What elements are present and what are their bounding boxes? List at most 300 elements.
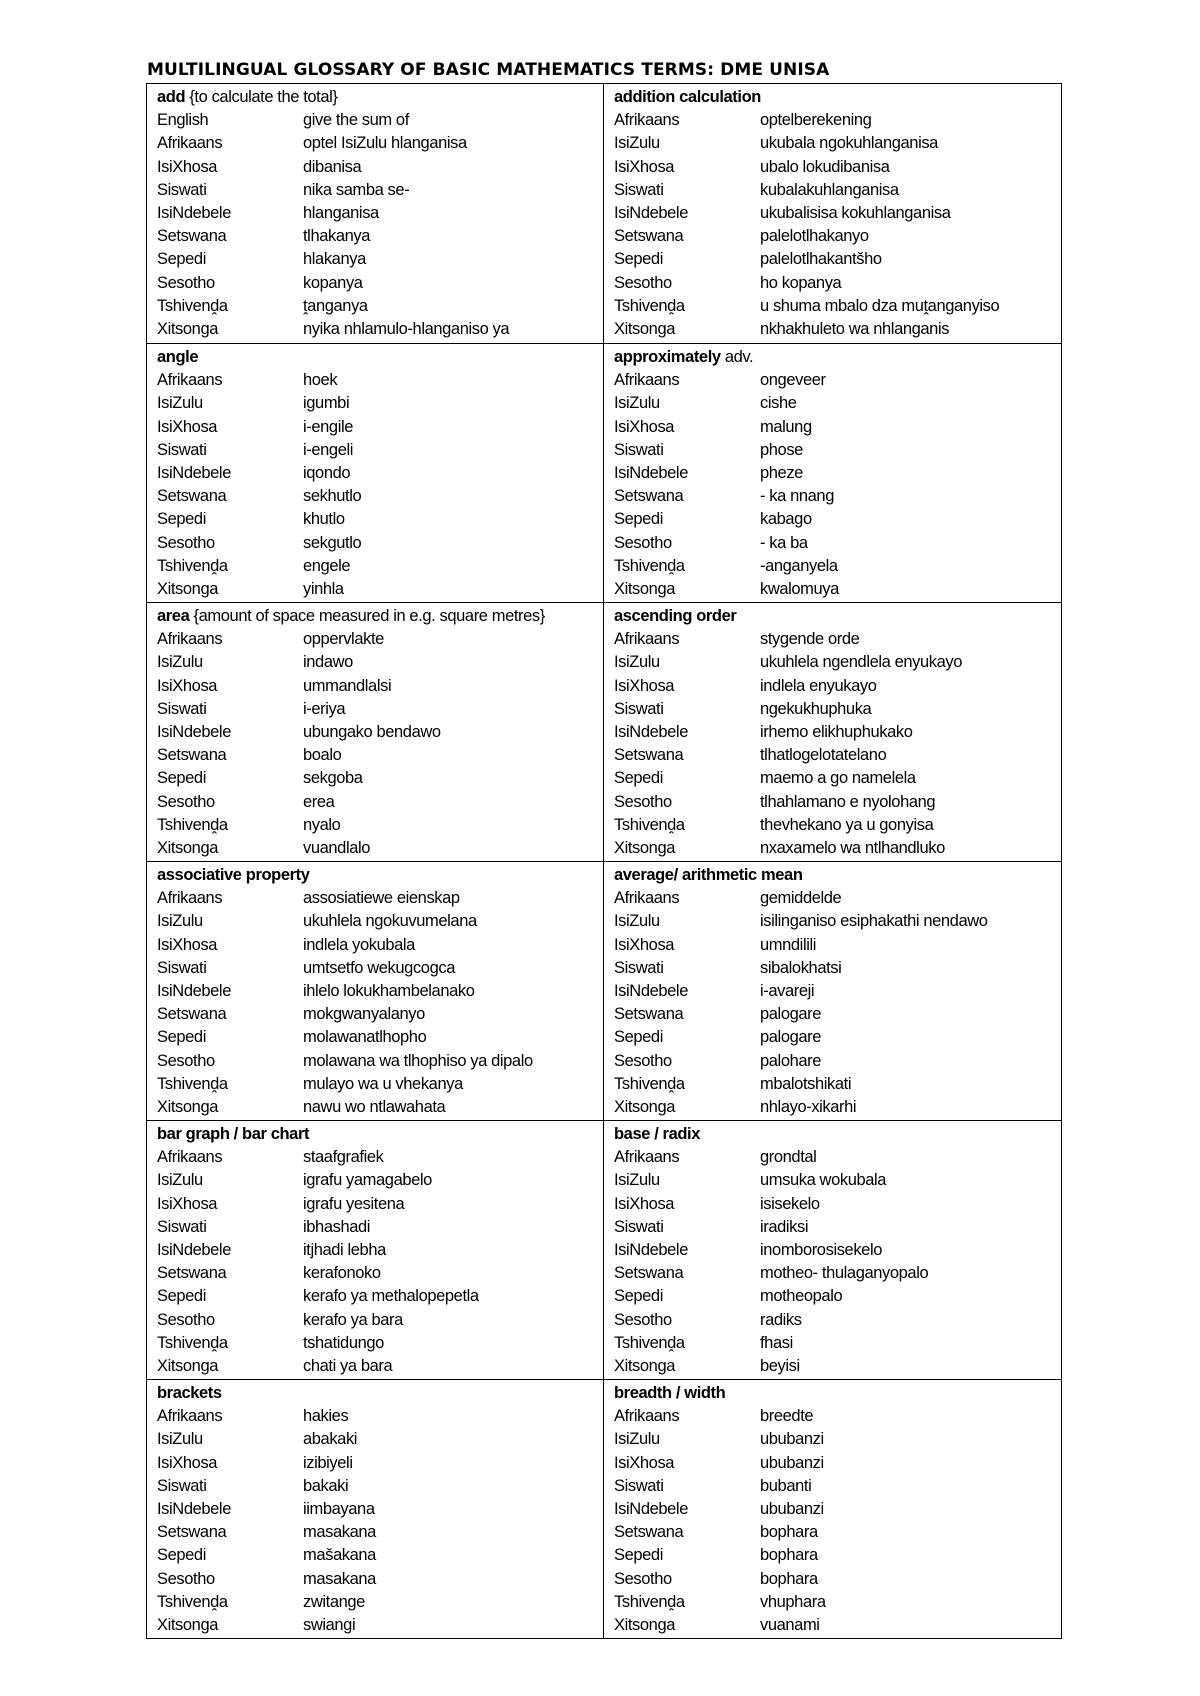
translation-line [157, 1146, 603, 1169]
language-name: IsiXhosa [157, 676, 218, 695]
translation-line [614, 1003, 1061, 1026]
translation: optel IsiZulu hlanganisa [303, 134, 467, 153]
term: breadth / width [614, 1384, 726, 1402]
language-name: IsiXhosa [157, 1194, 218, 1213]
translation: tshatidungo [303, 1333, 384, 1352]
translation: ihlelo lokukhambelanako [303, 981, 475, 1000]
translation-line [157, 837, 603, 860]
translation: sekgoba [303, 769, 363, 788]
translation-line [614, 295, 1061, 318]
page-title: MULTILINGUAL GLOSSARY OF BASIC MATHEMATICS TERMS: DME UNISA [147, 60, 830, 80]
translation-line [157, 369, 603, 392]
translation: inomborosisekelo [760, 1240, 882, 1259]
language-name: Setswana [614, 227, 684, 246]
translation: palogare [760, 1028, 822, 1047]
language-name: Afrikaans [157, 889, 223, 908]
translation: staafgrafiek [303, 1148, 384, 1167]
translation-line [614, 1193, 1061, 1216]
translation-line [157, 1521, 603, 1544]
language-name: IsiXhosa [614, 417, 675, 436]
translation-line [614, 837, 1061, 860]
translation: khutlo [303, 510, 345, 529]
language-name: Sesotho [157, 533, 215, 552]
translation-line [157, 814, 603, 837]
translation: kwalomuya [760, 579, 839, 598]
translation: palohare [760, 1051, 822, 1070]
translation: nika samba se- [303, 180, 410, 199]
translation: ukubala ngokuhlanganisa [760, 134, 938, 153]
translation: iqondo [303, 463, 351, 482]
translation-line [614, 1169, 1061, 1192]
language-name: IsiZulu [614, 1171, 660, 1190]
translation: vuanami [760, 1615, 820, 1634]
translation: ibhashadi [303, 1217, 371, 1236]
translation: nyika nhlamulo-hlanganiso ya [303, 319, 510, 338]
term: add [157, 88, 186, 106]
translation: tlhatlogelotatelano [760, 746, 887, 765]
translation-line [157, 1405, 603, 1428]
entry-heading [614, 346, 1061, 369]
language-name: Xitsonga [614, 1356, 676, 1375]
translation-line [614, 392, 1061, 415]
glossary-row [147, 1379, 1061, 1638]
translation-line [157, 416, 603, 439]
translation-line [157, 248, 603, 271]
glossary-entry [604, 84, 1061, 343]
language-name: IsiZulu [614, 134, 660, 153]
translation: mašakana [303, 1546, 376, 1565]
glossary-table [146, 83, 1062, 1639]
translation-line [157, 1452, 603, 1475]
translation: hakies [303, 1407, 349, 1426]
translation: gemiddelde [760, 889, 842, 908]
language-name: IsiXhosa [614, 676, 675, 695]
translation: ubalo lokudibanisa [760, 157, 890, 176]
language-name: Siswati [614, 440, 664, 459]
translation: nawu wo ntlawahata [303, 1097, 446, 1116]
translation: - ka ba [760, 533, 808, 552]
term: average/ arithmetic mean [614, 866, 803, 884]
entry-heading [614, 86, 1061, 109]
translation-line [157, 675, 603, 698]
translation: radiks [760, 1310, 802, 1329]
language-name: Xitsonga [614, 579, 676, 598]
language-name: Xitsonga [614, 838, 676, 857]
translation-line [157, 767, 603, 790]
translation: indlela enyukayo [760, 676, 877, 695]
translation: irhemo elikhuphukako [760, 722, 913, 741]
translation-line [614, 628, 1061, 651]
translation-line [614, 1216, 1061, 1239]
language-name: IsiNdebele [614, 981, 688, 1000]
translation: ṱanganya [303, 296, 368, 315]
translation-line [614, 1239, 1061, 1262]
translation: optelberekening [760, 111, 872, 130]
translation-line [614, 1614, 1061, 1637]
translation: mulayo wa u vhekanya [303, 1074, 463, 1093]
translation-line [157, 1591, 603, 1614]
language-name: Afrikaans [614, 630, 680, 649]
translation: bubanti [760, 1476, 812, 1495]
language-name: Sepedi [157, 510, 206, 529]
translation-line [157, 887, 603, 910]
translation: vuandlalo [303, 838, 371, 857]
language-name: Sepedi [157, 250, 206, 269]
translation: sekhutlo [303, 487, 362, 506]
language-name: Siswati [614, 699, 664, 718]
translation: give the sum of [303, 111, 409, 130]
language-name: IsiXhosa [157, 1453, 218, 1472]
language-name: Sepedi [157, 1546, 206, 1565]
language-name: IsiNdebele [157, 1499, 231, 1518]
translation: indlela yokubala [303, 935, 415, 954]
language-name: Tshivenḓa [614, 556, 685, 575]
translation-line [157, 1239, 603, 1262]
translation-line [614, 675, 1061, 698]
translation: oppervlakte [303, 630, 384, 649]
translation: engele [303, 556, 351, 575]
translation-line [614, 651, 1061, 674]
language-name: IsiZulu [614, 1430, 660, 1449]
language-name: Setswana [157, 1523, 227, 1542]
translation: izibiyeli [303, 1453, 353, 1472]
translation-line [614, 1428, 1061, 1451]
translation: kopanya [303, 273, 363, 292]
language-name: Siswati [157, 1217, 207, 1236]
language-name: Sepedi [157, 1287, 206, 1306]
translation-line [157, 1073, 603, 1096]
language-name: Tshivenḓa [614, 296, 685, 315]
translation: i-eriya [303, 699, 346, 718]
translation: hoek [303, 371, 338, 390]
glossary-row [147, 602, 1061, 861]
translation: umtsetfo wekugcogca [303, 958, 455, 977]
translation-line [614, 1262, 1061, 1285]
translation-line [614, 1544, 1061, 1567]
language-name: Sesotho [614, 1051, 672, 1070]
translation-line [614, 248, 1061, 271]
language-name: Tshivenḓa [614, 1333, 685, 1352]
entry-heading [614, 1382, 1061, 1405]
entry-heading [614, 864, 1061, 887]
translation-line [157, 1614, 603, 1637]
translation: hlakanya [303, 250, 366, 269]
translation-line [614, 416, 1061, 439]
language-name: IsiXhosa [614, 1453, 675, 1472]
translation-line [157, 1332, 603, 1355]
language-name: IsiNdebele [157, 203, 231, 222]
language-name: Xitsonga [157, 579, 219, 598]
translation: indawo [303, 653, 353, 672]
translation: - ka nnang [760, 487, 834, 506]
translation: abakaki [303, 1430, 358, 1449]
translation: palelotlhakantšho [760, 250, 882, 269]
translation-line [157, 791, 603, 814]
translation: kerafo ya methalopepetla [303, 1287, 479, 1306]
glossary-row [147, 1120, 1061, 1379]
translation-line [614, 1521, 1061, 1544]
language-name: Tshivenḓa [157, 296, 228, 315]
language-name: IsiNdebele [614, 463, 688, 482]
translation-line [614, 508, 1061, 531]
translation-line [157, 1096, 603, 1119]
translation-line [614, 1591, 1061, 1614]
language-name: Xitsonga [614, 319, 676, 338]
translation-line [157, 1050, 603, 1073]
translation-line [614, 1146, 1061, 1169]
glossary-entry [604, 1121, 1061, 1379]
translation-line [157, 1309, 603, 1332]
translation: ububanzi [760, 1499, 824, 1518]
language-name: Siswati [157, 180, 207, 199]
language-name: IsiZulu [614, 653, 660, 672]
translation: molawana wa tlhophiso ya dipalo [303, 1051, 533, 1070]
language-name: Xitsonga [157, 1356, 219, 1375]
translation-line [614, 179, 1061, 202]
translation: phose [760, 440, 803, 459]
translation-line [157, 980, 603, 1003]
language-name: IsiNdebele [614, 203, 688, 222]
translation-line [157, 1262, 603, 1285]
language-name: IsiXhosa [614, 935, 675, 954]
entry-heading [614, 605, 1061, 628]
entry-heading [157, 864, 603, 887]
translation: ukuhlela ngendlela enyukayo [760, 653, 963, 672]
language-name: IsiXhosa [157, 417, 218, 436]
language-name: Tshivenḓa [157, 1074, 228, 1093]
translation-line [157, 1355, 603, 1378]
translation-line [614, 555, 1061, 578]
entry-heading [157, 1123, 603, 1146]
term: area [157, 607, 190, 625]
translation: palogare [760, 1005, 822, 1024]
language-name: IsiXhosa [614, 157, 675, 176]
language-name: Sesotho [157, 792, 215, 811]
translation-line [614, 439, 1061, 462]
translation-line [157, 225, 603, 248]
translation: assosiatiewe eienskap [303, 889, 460, 908]
language-name: Tshivenḓa [614, 815, 685, 834]
translation: kabago [760, 510, 812, 529]
translation: mbalotshikati [760, 1074, 852, 1093]
translation-line [614, 887, 1061, 910]
translation: ububanzi [760, 1430, 824, 1449]
translation-line [157, 555, 603, 578]
translation: kerafonoko [303, 1264, 381, 1283]
translation: i-engeli [303, 440, 353, 459]
term: brackets [157, 1384, 222, 1402]
glossary-entry [147, 344, 604, 602]
translation: erea [303, 792, 335, 811]
language-name: Setswana [614, 1523, 684, 1542]
translation-line [157, 508, 603, 531]
language-name: Tshivenḓa [157, 556, 228, 575]
language-name: IsiXhosa [157, 935, 218, 954]
translation: igrafu yamagabelo [303, 1171, 432, 1190]
term: angle [157, 348, 199, 366]
translation: hlanganisa [303, 203, 379, 222]
translation-line [157, 109, 603, 132]
translation-line [157, 1475, 603, 1498]
language-name: Sepedi [614, 250, 663, 269]
language-name: Afrikaans [157, 371, 223, 390]
translation-line [614, 1452, 1061, 1475]
translation-line [614, 1050, 1061, 1073]
language-name: IsiZulu [157, 653, 203, 672]
term: approximately [614, 348, 721, 366]
translation: umsuka wokubala [760, 1171, 887, 1190]
language-name: Xitsonga [157, 319, 219, 338]
translation-line [614, 1285, 1061, 1308]
language-name: Afrikaans [157, 1407, 223, 1426]
language-name: Setswana [157, 746, 227, 765]
translation-line [157, 1498, 603, 1521]
translation: bophara [760, 1546, 818, 1565]
translation-line [157, 1169, 603, 1192]
translation-line [157, 1003, 603, 1026]
translation-line [614, 744, 1061, 767]
translation-line [614, 721, 1061, 744]
language-name: Sepedi [157, 1028, 206, 1047]
translation: malung [760, 417, 812, 436]
term-note: {amount of space measured in e.g. square metres} [189, 607, 545, 625]
translation-line [157, 318, 603, 341]
translation-line [614, 225, 1061, 248]
language-name: Sepedi [614, 1546, 663, 1565]
language-name: Sesotho [157, 1569, 215, 1588]
translation: isisekelo [760, 1194, 820, 1213]
language-name: Sepedi [614, 1028, 663, 1047]
translation-line [614, 1355, 1061, 1378]
glossary-entry [147, 603, 604, 861]
language-name: Afrikaans [614, 1148, 680, 1167]
translation: bakaki [303, 1476, 349, 1495]
translation-line [157, 628, 603, 651]
translation: motheopalo [760, 1287, 843, 1306]
translation: ubungako bendawo [303, 722, 441, 741]
translation-line [157, 1428, 603, 1451]
translation: molawanatlhopho [303, 1028, 427, 1047]
language-name: IsiNdebele [157, 463, 231, 482]
term-note: adv. [720, 348, 754, 366]
translation: nyalo [303, 815, 341, 834]
translation: sekgutlo [303, 533, 362, 552]
glossary-entry [147, 84, 604, 343]
translation-line [157, 744, 603, 767]
translation-line [614, 462, 1061, 485]
translation-line [157, 485, 603, 508]
translation: -anganyela [760, 556, 838, 575]
language-name: Xitsonga [157, 1097, 219, 1116]
translation: boalo [303, 746, 342, 765]
language-name: Siswati [614, 1476, 664, 1495]
entry-heading [157, 605, 603, 628]
language-name: Siswati [614, 958, 664, 977]
translation: tlhahlamano e nyolohang [760, 792, 936, 811]
translation-line [157, 1544, 603, 1567]
language-name: Xitsonga [614, 1615, 676, 1634]
language-name: Siswati [614, 180, 664, 199]
glossary-entry [604, 603, 1061, 861]
translation-line [614, 980, 1061, 1003]
language-name: IsiNdebele [614, 1240, 688, 1259]
glossary-entry [604, 1380, 1061, 1638]
language-name: Setswana [614, 1264, 684, 1283]
language-name: IsiZulu [157, 394, 203, 413]
translation-line [157, 934, 603, 957]
language-name: Xitsonga [157, 838, 219, 857]
translation: maemo a go namelela [760, 769, 916, 788]
language-name: Siswati [157, 1476, 207, 1495]
translation-line [614, 132, 1061, 155]
translation-line [614, 272, 1061, 295]
translation: bophara [760, 1523, 818, 1542]
language-name: Tshivenḓa [157, 1592, 228, 1611]
language-name: Sesotho [614, 533, 672, 552]
language-name: IsiNdebele [614, 722, 688, 741]
language-name: Afrikaans [614, 1407, 680, 1426]
language-name: IsiZulu [157, 1430, 203, 1449]
translation: chati ya bara [303, 1356, 393, 1375]
translation: ububanzi [760, 1453, 824, 1472]
language-name: Sesotho [157, 1310, 215, 1329]
glossary-entry [147, 1380, 604, 1638]
language-name: Siswati [614, 1217, 664, 1236]
glossary-entry [604, 344, 1061, 602]
glossary-row [147, 343, 1061, 602]
translation: iimbayana [303, 1499, 375, 1518]
translation-line [157, 910, 603, 933]
translation: nkhakhuleto wa nhlanganis [760, 319, 950, 338]
translation: masakana [303, 1523, 376, 1542]
translation: tlhakanya [303, 227, 371, 246]
term: base / radix [614, 1125, 700, 1143]
language-name: Siswati [157, 699, 207, 718]
translation-line [157, 439, 603, 462]
language-name: Tshivenḓa [157, 1333, 228, 1352]
glossary-row [147, 84, 1061, 343]
language-name: Xitsonga [157, 1615, 219, 1634]
language-name: Afrikaans [614, 889, 680, 908]
language-name: IsiZulu [157, 912, 203, 931]
term-note: {to calculate the total} [185, 88, 338, 106]
translation: ummandlalsi [303, 676, 392, 695]
translation-line [614, 202, 1061, 225]
translation-line [157, 1193, 603, 1216]
translation-line [157, 272, 603, 295]
translation: kubalakuhlanganisa [760, 180, 899, 199]
translation: mokgwanyalanyo [303, 1005, 425, 1024]
language-name: Sesotho [614, 273, 672, 292]
translation-line [614, 698, 1061, 721]
entry-heading [157, 1382, 603, 1405]
language-name: Setswana [157, 227, 227, 246]
term: bar graph / bar chart [157, 1125, 310, 1143]
translation-line [614, 156, 1061, 179]
language-name: Afrikaans [614, 371, 680, 390]
translation-line [157, 957, 603, 980]
translation-line [614, 910, 1061, 933]
translation-line [157, 721, 603, 744]
translation-line [614, 1096, 1061, 1119]
language-name: IsiNdebele [157, 1240, 231, 1259]
translation: i-engile [303, 417, 353, 436]
language-name: Setswana [614, 1005, 684, 1024]
translation: fhasi [760, 1333, 793, 1352]
language-name: Tshivenḓa [614, 1592, 685, 1611]
language-name: Sepedi [614, 510, 663, 529]
translation-line [614, 109, 1061, 132]
